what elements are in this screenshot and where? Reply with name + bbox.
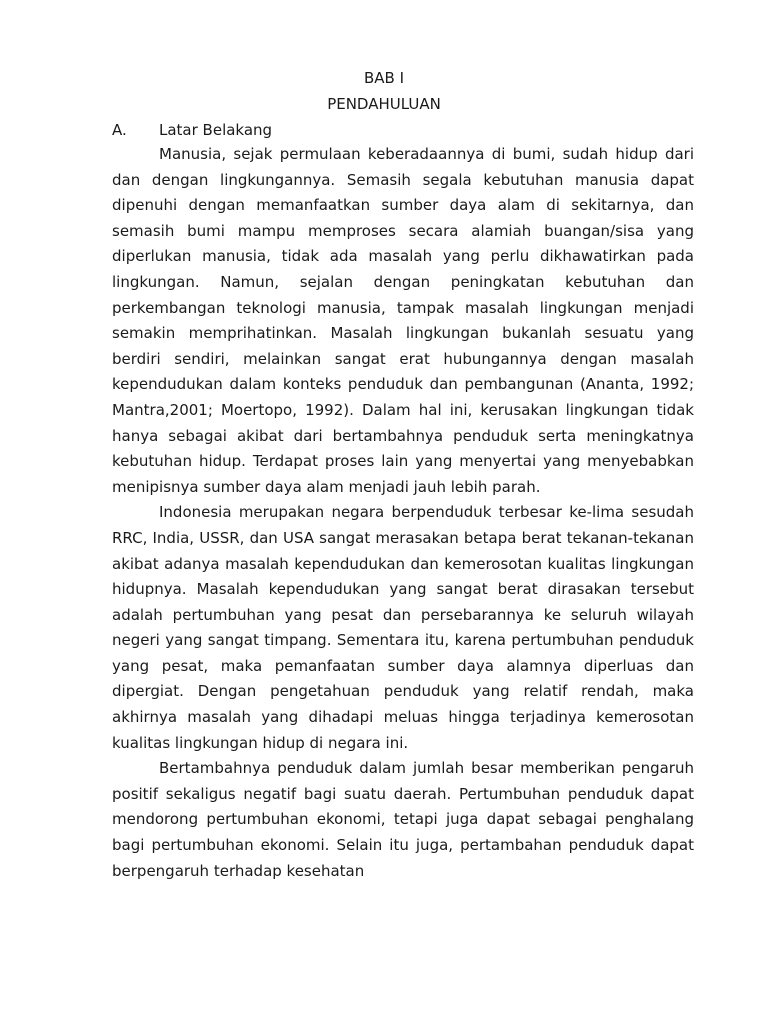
- paragraph: Indonesia merupakan negara berpenduduk terbesar ke-lima sesudah RRC, India, USSR, dan USA sangat merasakan betapa berat tekanan-tekanan akibat adanya masalah kependudukan dan kemerosotan kualitas lingkungan hidupnya. Masalah kependudukan yang sangat berat dirasakan tersebut adalah pertumbuhan yang pesat dan persebarannya ke seluruh wilayah negeri yang sangat timpang. Sementara itu, karena pertumbuhan penduduk yang pesat, maka pemanfaatan sumber daya alamnya diperluas dan dipergiat. Dengan pengetahuan penduduk yang relatif rendah, maka akhirnya masalah yang dihadapi meluas hingga terjadinya kemerosotan kualitas lingkungan hidup di negara ini.: [112, 503, 694, 752]
- body-text: [112, 142, 694, 884]
- section-number: A.: [112, 121, 127, 139]
- paragraph: Manusia, sejak permulaan keberadaannya di bumi, sudah hidup dari dan dengan lingkungannya. Semasih segala kebutuhan manusia dapat dipenuhi dengan memanfaatkan sumber daya alam di sekitarnya, dan semasih bumi mampu memproses secara alamiah buangan/sisa yang diperlukan manusia, tidak ada masalah yang perlu dikhawatirkan pada lingkungan. Namun, sejalan dengan peningkatan kebutuhan dan perkembangan teknologi manusia, tampak masalah lingkungan menjadi semakin memprihatinkan. Masalah lingkungan bukanlah sesuatu yang berdiri sendiri, melainkan sangat erat hubungannya dengan masalah kependudukan dalam konteks penduduk dan pembangunan (Ananta, 1992; Mantra,2001; Moertopo, 1992). Dalam hal ini, kerusakan lingkungan tidak hanya sebagai akibat dari bertambahnya penduduk serta meningkatnya kebutuhan hidup. Terdapat proses lain yang menyertai yang menyebabkan menipisnya sumber daya alam menjadi jauh lebih parah.: [112, 145, 694, 496]
- chapter-label: BAB I: [363, 69, 405, 87]
- paragraph: Bertambahnya penduduk dalam jumlah besar memberikan pengaruh positif sekaligus negatif bagi suatu daerah. Pertumbuhan penduduk dapat mendorong pertumbuhan ekonomi, tetapi juga dapat sebagai penghalang bagi pertumbuhan ekonomi. Selain itu juga, pertambahan penduduk dapat berpengaruh terhadap kesehatan: [112, 759, 694, 880]
- chapter-title: PENDAHULUAN: [327, 95, 441, 113]
- section-title: Latar Belakang: [159, 121, 273, 139]
